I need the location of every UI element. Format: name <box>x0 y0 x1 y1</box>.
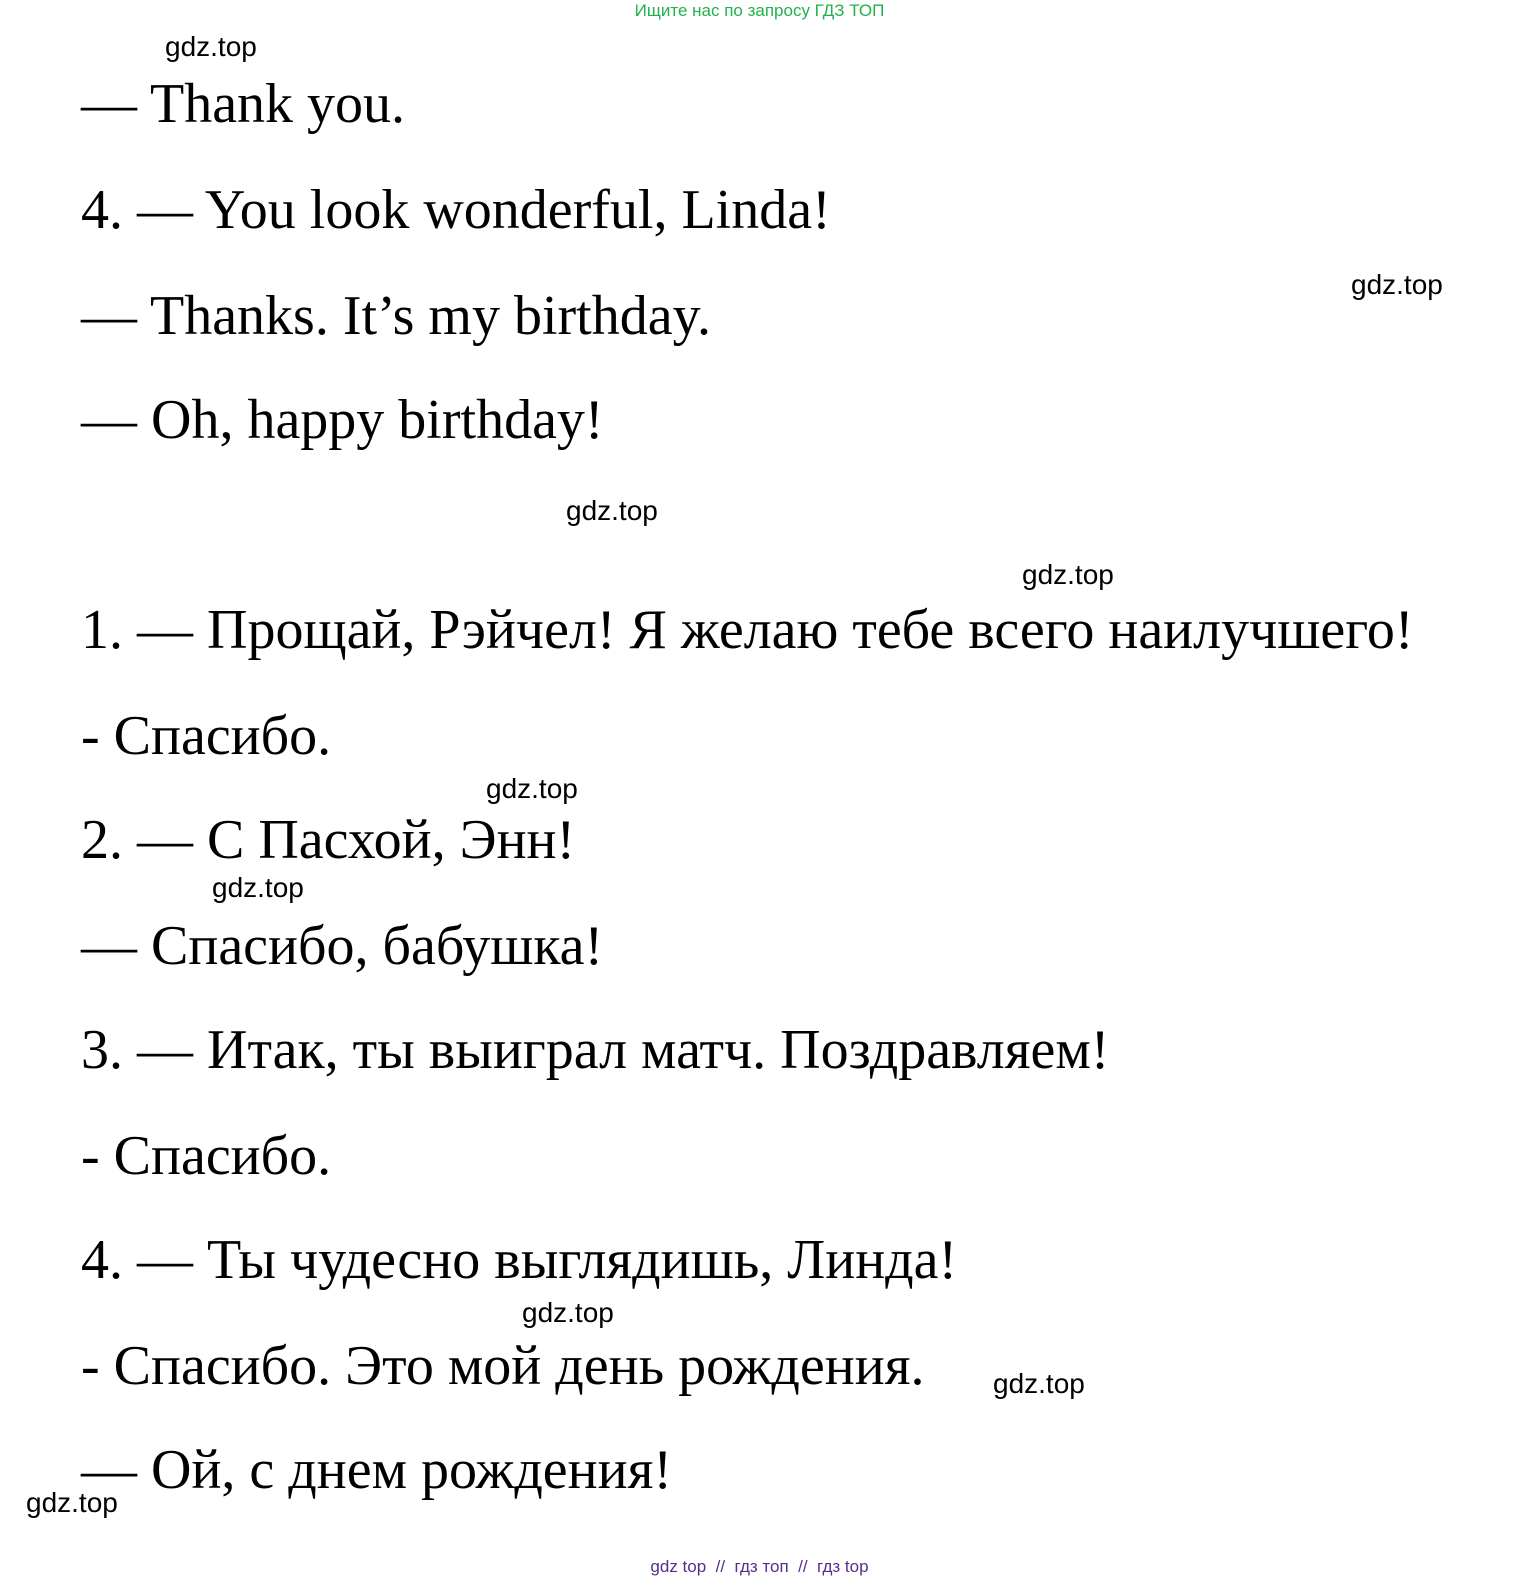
footer-links <box>0 1556 1519 1578</box>
footer-separator: // <box>798 1557 808 1576</box>
english-line: 4. — You look wonderful, Linda! <box>81 179 831 241</box>
russian-line: — Спасибо, бабушка! <box>81 915 604 977</box>
watermark: gdz.top <box>1351 269 1443 300</box>
russian-line: 2. — С Пасхой, Энн! <box>81 809 576 871</box>
watermark: gdz.top <box>26 1487 118 1518</box>
search-banner: Ищите нас по запросу ГДЗ ТОП <box>634 1 885 20</box>
footer-link[interactable]: gdz top <box>650 1557 707 1576</box>
english-line: — Thanks. It’s my birthday. <box>81 285 711 347</box>
watermark: gdz.top <box>212 872 304 903</box>
russian-line: - Спасибо. Это мой день рождения. <box>81 1335 925 1397</box>
watermark: gdz.top <box>993 1368 1085 1399</box>
watermark: gdz.top <box>1022 559 1114 590</box>
russian-line: - Спасибо. <box>81 705 332 767</box>
russian-line: 1. — Прощай, Рэйчел! Я желаю тебе всего наилучшего! <box>81 599 1414 661</box>
footer-link[interactable]: гдз top <box>817 1557 869 1576</box>
english-line: — Oh, happy birthday! <box>81 389 604 451</box>
watermark: gdz.top <box>165 31 257 62</box>
footer-link[interactable]: гдз топ <box>734 1557 789 1576</box>
russian-line: 3. — Итак, ты выиграл матч. Поздравляем! <box>81 1019 1110 1081</box>
russian-line: - Спасибо. <box>81 1125 332 1187</box>
watermark: gdz.top <box>522 1297 614 1328</box>
russian-line: — Ой, с днем рождения! <box>81 1439 673 1501</box>
footer-separator: // <box>715 1557 726 1576</box>
watermark: gdz.top <box>566 495 658 526</box>
russian-line: 4. — Ты чудесно выглядишь, Линда! <box>81 1229 958 1291</box>
english-line: — Thank you. <box>81 73 406 135</box>
watermark: gdz.top <box>486 773 578 804</box>
